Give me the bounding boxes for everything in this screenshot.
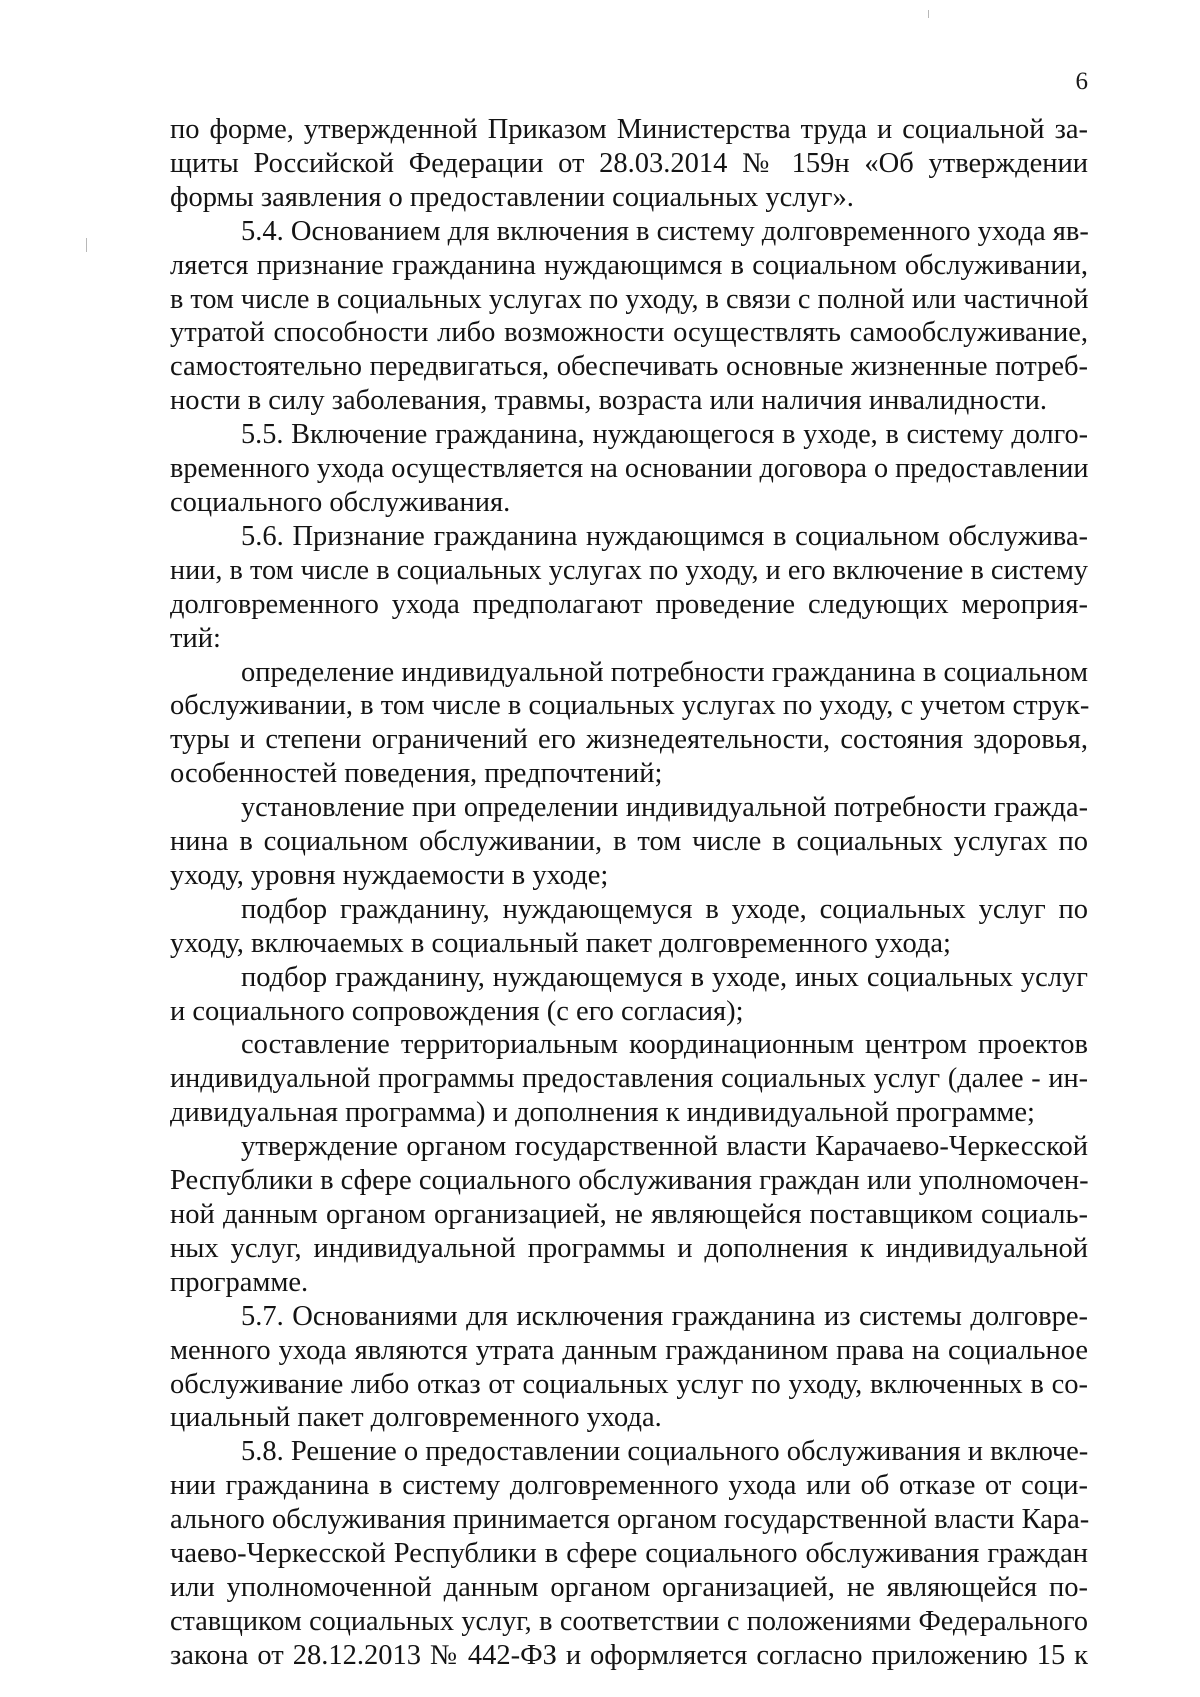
- paragraph-line: индивидуальной программы предоставления социальных услуг (далее - ин-: [170, 1063, 1088, 1095]
- paragraph-line: утратой способности либо возможности осуществлять самообслуживание,: [170, 317, 1088, 349]
- paragraph: [170, 791, 1088, 893]
- paragraph-line: подбор гражданину, нуждающемуся в уходе, социальных услуг по: [241, 893, 1088, 925]
- paragraph: [170, 1028, 1088, 1130]
- paragraph: [170, 893, 1088, 961]
- paragraph-line: ляется признание гражданина нуждающимся в социальном обслуживании,: [170, 249, 1088, 281]
- paragraph-line: особенностей поведения, предпочтений;: [170, 758, 663, 790]
- paragraph-line: формы заявления о предоставлении социальных услуг».: [170, 181, 854, 213]
- paragraph: [170, 1130, 1088, 1300]
- paragraph-line: 5.7. Основаниями для исключения гражданина из системы долговре-: [241, 1300, 1088, 1332]
- paragraph-line: дивидуальная программа) и дополнения к индивидуальной программе;: [170, 1097, 1035, 1129]
- paragraph-line: составление территориальным координационным центром проектов: [241, 1029, 1088, 1061]
- paragraph-line: утверждение органом государственной власти Карачаево-Черкесской: [241, 1131, 1088, 1163]
- paragraph-line: подбор гражданину, нуждающемуся в уходе, иных социальных услуг: [241, 961, 1088, 993]
- paragraph-line: ставщиком социальных услуг, в соответствии с положениями Федерального: [170, 1605, 1088, 1637]
- paragraph-line: программе.: [170, 1266, 309, 1298]
- paragraph-line: установление при определении индивидуальной потребности гражда-: [241, 792, 1088, 824]
- paragraph-line: менного ухода являются утрата данным гражданином права на социальное: [170, 1334, 1088, 1366]
- paragraph-line: уходу, включаемых в социальный пакет долговременного ухода;: [170, 927, 951, 959]
- paragraph-line: циальный пакет долговременного ухода.: [170, 1402, 662, 1434]
- paragraph: [170, 113, 1088, 215]
- paragraph-line: временного ухода осуществляется на основании договора о предоставлении: [170, 453, 1089, 485]
- paragraph: [170, 656, 1088, 792]
- paragraph-line: долговременного ухода предполагают проведение следующих мероприя-: [170, 588, 1088, 620]
- paragraph-line: самостоятельно передвигаться, обеспечивать основные жизненные потреб-: [170, 351, 1088, 383]
- paragraph-line: обслуживании, в том числе в социальных услугах по уходу, с учетом струк-: [170, 690, 1090, 722]
- paragraph-line: нина в социальном обслуживании, в том числе в социальных услугах по: [170, 826, 1088, 858]
- paragraph-line: ной данным органом организацией, не являющейся поставщиком социаль-: [170, 1199, 1088, 1230]
- paragraph-line: в том числе в социальных услугах по уходу, в связи с полной или частичной: [170, 283, 1089, 315]
- paragraph-line: 5.6. Признание гражданина нуждающимся в социальном обслужива-: [241, 520, 1088, 552]
- paragraph: [170, 1300, 1088, 1436]
- paragraph: [170, 1435, 1088, 1672]
- scan-mark: [86, 238, 87, 252]
- paragraph-line: чаево-Черкесской Республики в сфере социального обслуживания граждан: [170, 1538, 1088, 1570]
- page-number: 6: [1075, 68, 1088, 95]
- paragraph-line: 5.5. Включение гражданина, нуждающегося в уходе, в систему долго-: [241, 419, 1088, 451]
- paragraph-line: туры и степени ограничений его жизнедеятельности, состояния здоровья,: [170, 724, 1088, 756]
- paragraph: [170, 418, 1088, 520]
- paragraph: [170, 215, 1088, 418]
- paragraph-line: 5.8. Решение о предоставлении социального обслуживания и включе-: [241, 1436, 1089, 1468]
- paragraph-line: щиты Российской Федерации от 28.03.2014 № 159н «Об утверждении: [170, 147, 1088, 179]
- paragraph-line: уходу, уровня нуждаемости в уходе;: [170, 859, 609, 891]
- paragraph-line: 5.4. Основанием для включения в систему долговременного ухода яв-: [241, 215, 1089, 247]
- paragraph-line: ных услуг, индивидуальной программы и дополнения к индивидуальной: [170, 1232, 1088, 1264]
- paragraph-line: по форме, утвержденной Приказом Министерства труда и социальной за-: [170, 114, 1088, 145]
- document-text: [170, 113, 1088, 1673]
- paragraph-line: ности в силу заболевания, травмы, возраста или наличия инвалидности.: [170, 385, 1047, 417]
- paragraph-line: закона от 28.12.2013 № 442-ФЗ и оформляется согласно приложению 15 к: [170, 1639, 1088, 1671]
- paragraph-line: или уполномоченной данным органом организацией, не являющейся по-: [170, 1571, 1088, 1603]
- paragraph-line: нии, в том числе в социальных услугах по уходу, и его включение в систему: [170, 554, 1088, 586]
- paragraph-line: и социального сопровождения (с его согласия);: [170, 995, 744, 1027]
- scan-mark: [928, 10, 929, 18]
- paragraph-line: тий:: [170, 622, 221, 654]
- paragraph-line: определение индивидуальной потребности гражданина в социальном: [241, 656, 1088, 688]
- paragraph-line: социального обслуживания.: [170, 486, 511, 518]
- paragraph: [170, 961, 1088, 1029]
- paragraph-line: обслуживание либо отказ от социальных услуг по уходу, включенных в со-: [170, 1368, 1088, 1400]
- paragraph: [170, 520, 1088, 656]
- paragraph-line: Республики в сфере социального обслуживания граждан или уполномочен-: [170, 1165, 1089, 1197]
- paragraph-line: нии гражданина в систему долговременного ухода или об отказе от соци-: [170, 1470, 1088, 1502]
- paragraph-line: ального обслуживания принимается органом государственной власти Кара-: [170, 1504, 1090, 1536]
